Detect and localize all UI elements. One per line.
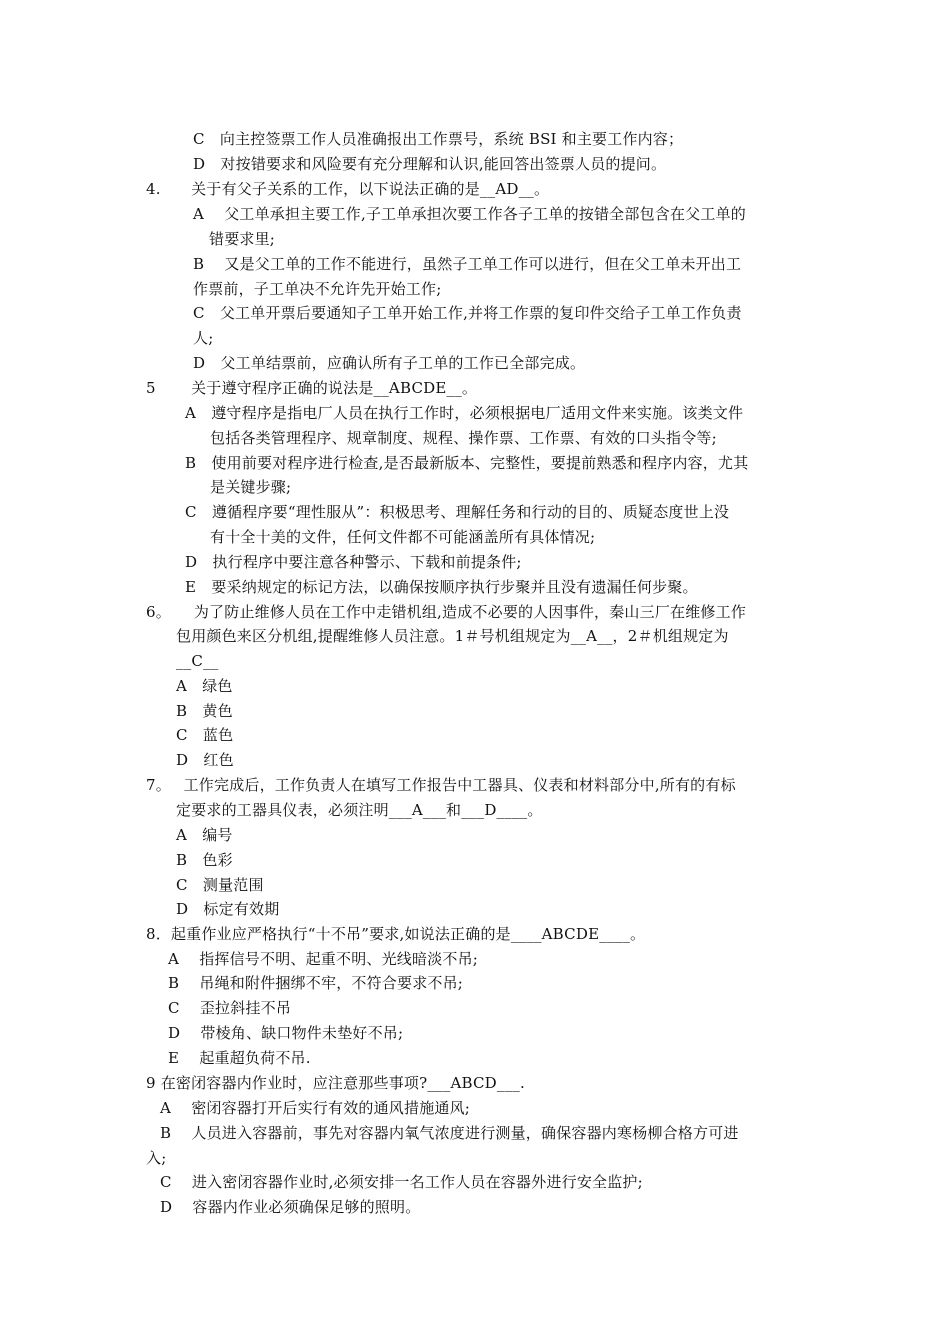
option-line: A 密闭容器打开后实行有效的通风措施通风; bbox=[160, 1099, 471, 1117]
option-line: B 又是父工单的工作不能进行，虽然子工单工作可以进行，但在父工单未开出工 bbox=[193, 255, 742, 273]
option-continuation: 包括各类管理程序、规章制度、规程、操作票、工作票、有效的口头指令等; bbox=[210, 429, 717, 447]
option-line: A 父工单承担主要工作,子工单承担次要工作各子工单的按错全部包含在父工单的 bbox=[193, 205, 746, 223]
question-line: 4. 关于有父子关系的工作，以下说法正确的是__AD__。 bbox=[146, 180, 550, 198]
option-line: D 容器内作业必须确保足够的照明。 bbox=[160, 1198, 421, 1216]
option-line: C 父工单开票后要通知子工单开始工作,并将工作票的复印件交给子工单工作负责 bbox=[193, 304, 742, 322]
option-continuation: 人; bbox=[193, 329, 214, 347]
option-continuation: 作票前，子工单决不允许先开始工作; bbox=[193, 280, 442, 298]
option-continuation: 是关键步骤; bbox=[210, 478, 292, 496]
option-line: D 对按错要求和风险要有充分理解和认识,能回答出签票人员的提问。 bbox=[193, 155, 667, 173]
option-line: E 要采纳规定的标记方法，以确保按顺序执行步聚并且没有遗漏任何步聚。 bbox=[185, 578, 698, 596]
option-line: C 歪拉斜挂不吊 bbox=[168, 999, 292, 1017]
option-line: C 进入密闭容器作业时,必须安排一名工作人员在容器外进行安全监护; bbox=[160, 1173, 643, 1191]
question-continuation: 包用颜色来区分机组,提醒维修人员注意。1＃号机组规定为__A__，2＃机组规定为 bbox=[176, 627, 729, 645]
option-line: B 吊绳和附件捆绑不牢，不符合要求不吊; bbox=[168, 974, 464, 992]
option-line: B 人员进入容器前，事先对容器内氧气浓度进行测量，确保容器内寒杨柳合格方可进 bbox=[160, 1124, 739, 1142]
option-line: A 绿色 bbox=[176, 677, 233, 695]
option-line: A 遵守程序是指电厂人员在执行工作时，必须根据电厂适用文件来实施。该类文件 bbox=[185, 404, 744, 422]
option-line: E 起重超负荷不吊. bbox=[168, 1049, 311, 1067]
option-line: C 测量范围 bbox=[176, 876, 264, 894]
option-line: C 向主控签票工作人员准确报出工作票号，系统 BSI 和主要工作内容； bbox=[193, 130, 684, 148]
question-line: 5 关于遵守程序正确的说法是__ABCDE__。 bbox=[146, 379, 478, 397]
option-line: A 编号 bbox=[176, 826, 233, 844]
option-line: C 蓝色 bbox=[176, 726, 234, 744]
question-line: 9 在密闭容器内作业时，应注意那些事项?___ABCD___. bbox=[146, 1074, 525, 1092]
question-line: 7。 工作完成后，工作负责人在填写工作报告中工器具、仪表和材料部分中,所有的有标 bbox=[146, 776, 736, 794]
option-line: D 执行程序中要注意各种警示、下载和前提条件; bbox=[185, 553, 522, 571]
option-line: D 红色 bbox=[176, 751, 234, 769]
option-continuation: 错要求里; bbox=[209, 230, 276, 248]
option-line: B 色彩 bbox=[176, 851, 233, 869]
option-line: D 父工单结票前，应确认所有子工单的工作已全部完成。 bbox=[193, 354, 586, 372]
question-line: 8．起重作业应严格执行“十不吊”要求,如说法正确的是____ABCDE____。 bbox=[146, 925, 646, 943]
option-line: D 带棱角、缺口物件未垫好不吊; bbox=[168, 1024, 404, 1042]
question-continuation: __C__ bbox=[176, 652, 219, 670]
option-line: B 黄色 bbox=[176, 702, 233, 720]
option-line: D 标定有效期 bbox=[176, 900, 280, 918]
option-line: B 使用前要对程序进行检查,是否最新版本、完整性，要提前熟悉和程序内容，尤其 bbox=[185, 454, 749, 472]
question-continuation: 定要求的工器具仪表，必须注明___A___和___D____。 bbox=[176, 801, 543, 819]
option-line: A 指挥信号不明、起重不明、光线暗淡不吊; bbox=[168, 950, 479, 968]
option-continuation: 有十全十美的文件，任何文件都不可能涵盖所有具体情况; bbox=[210, 528, 596, 546]
option-line: C 遵循程序要“理性服从”：积极思考、理解任务和行动的目的、质疑态度世上没 bbox=[185, 503, 730, 521]
option-continuation: 入; bbox=[146, 1149, 167, 1167]
question-line: 6。 为了防止维修人员在工作中走错机组,造成不必要的人因事件，秦山三厂在维修工作 bbox=[146, 603, 747, 621]
